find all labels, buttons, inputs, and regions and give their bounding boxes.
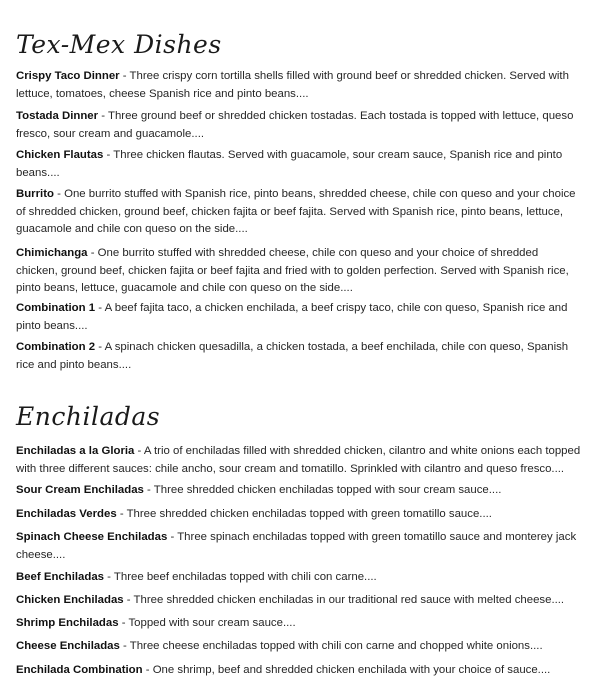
menu-item-description: - One burrito stuffed with shredded cheese, chile con queso and your choice of shredded chicken, ground beef, chicken fajita or beef fajita and fried with to golden perfection. Served with Spanish rice, pinto beans, lettuce, guacamole and chile con queso on the side.... [16, 247, 569, 294]
menu-item-description: - Three ground beef or shredded chicken tostadas. Each tostada is topped with lettuce, queso fresco, sour cream and guacamole.... [16, 110, 574, 140]
menu-item-description: - Three crispy corn tortilla shells filled with ground beef or shredded chicken. Served with lettuce, tomatoes, cheese Spanish rice and pinto beans.... [16, 70, 569, 100]
menu-item-description: - Three shredded chicken enchiladas topped with sour cream sauce.... [143, 484, 502, 496]
menu-item-description: - One burrito stuffed with Spanish rice, pinto beans, shredded cheese, chile con queso and your choice of shredded chicken, ground beef, chicken fajita or beef fajita. Served with Spanish rice, pinto beans, lettuce, guacamole and chile con queso on the side.... [16, 188, 576, 235]
section-title-tex-mex: Tex-Mex Dishes [16, 30, 222, 59]
menu-item-description: - Three cheese enchiladas topped with chili con carne and chopped white onions.... [119, 640, 543, 652]
menu-item-shrimp-enchiladas [16, 615, 582, 633]
menu-item-name: Combination 1 [16, 302, 96, 314]
menu-item-enchiladas-verdes [16, 506, 582, 524]
menu-item-enchiladas-a-la-gloria [16, 443, 582, 478]
menu-item-description: - A beef fajita taco, a chicken enchilada, a beef crispy taco, chile con queso, Spanish rice and pinto beans.... [16, 302, 568, 332]
menu-item-description: - A spinach chicken quesadilla, a chicken tostada, a beef enchilada, chile con queso, Spanish rice and pinto beans.... [16, 341, 569, 371]
menu-item-name: Tostada Dinner [16, 110, 99, 122]
menu-item-name: Spinach Cheese Enchiladas [16, 531, 168, 543]
menu-item-tostada-dinner [16, 108, 582, 143]
menu-item-name: Chimichanga [16, 247, 88, 259]
menu-item-description: - Three shredded chicken enchiladas in our traditional red sauce with melted cheese.... [123, 594, 565, 606]
menu-item-name: Cheese Enchiladas [16, 640, 120, 652]
menu-item-description: - Topped with sour cream sauce.... [118, 617, 296, 629]
menu-item-burrito [16, 186, 582, 239]
menu-item-sour-cream-enchiladas [16, 482, 582, 500]
menu-item-description: - A trio of enchiladas filled with shredded chicken, cilantro and white onions each topped with three different sauces: chile ancho, sour cream and tomatillo. Sprinkled with cilantro and queso fresco.... [16, 445, 581, 475]
menu-item-name: Shrimp Enchiladas [16, 617, 119, 629]
menu-item-name: Enchiladas Verdes [16, 508, 117, 520]
menu-item-combination-2 [16, 339, 582, 374]
menu-item-description: - Three shredded chicken enchiladas topped with green tomatillo sauce.... [116, 508, 492, 520]
menu-item-combination-1 [16, 300, 582, 335]
menu-item-name: Beef Enchiladas [16, 571, 104, 583]
menu-item-cheese-enchiladas [16, 638, 582, 656]
menu-item-name: Burrito [16, 188, 54, 200]
menu-item-name: Chicken Enchiladas [16, 594, 124, 606]
menu-item-crispy-taco-dinner [16, 68, 582, 103]
menu-item-name: Combination 2 [16, 341, 96, 353]
menu-item-description: - Three beef enchiladas topped with chili con carne.... [104, 571, 377, 583]
menu-item-name: Chicken Flautas [16, 149, 104, 161]
menu-item-enchilada-combination [16, 662, 582, 680]
menu-item-name: Enchilada Combination [16, 664, 143, 676]
menu-item-chimichanga [16, 245, 582, 298]
menu-item-chicken-enchiladas [16, 592, 582, 610]
menu-item-name: Enchiladas a la Gloria [16, 445, 135, 457]
menu-item-beef-enchiladas [16, 569, 582, 587]
menu-item-name: Sour Cream Enchiladas [16, 484, 144, 496]
menu-item-description: - Three spinach enchiladas topped with green tomatillo sauce and monterey jack cheese.... [16, 531, 577, 561]
section-title-enchiladas: Enchiladas [16, 402, 161, 431]
menu-item-name: Crispy Taco Dinner [16, 70, 120, 82]
menu-item-chicken-flautas [16, 147, 582, 182]
menu-item-description: - Three chicken flautas. Served with guacamole, sour cream sauce, Spanish rice and pinto beans.... [16, 149, 563, 179]
menu-item-spinach-cheese-enchiladas [16, 529, 582, 564]
menu-item-description: - One shrimp, beef and shredded chicken enchilada with your choice of sauce.... [142, 664, 551, 676]
